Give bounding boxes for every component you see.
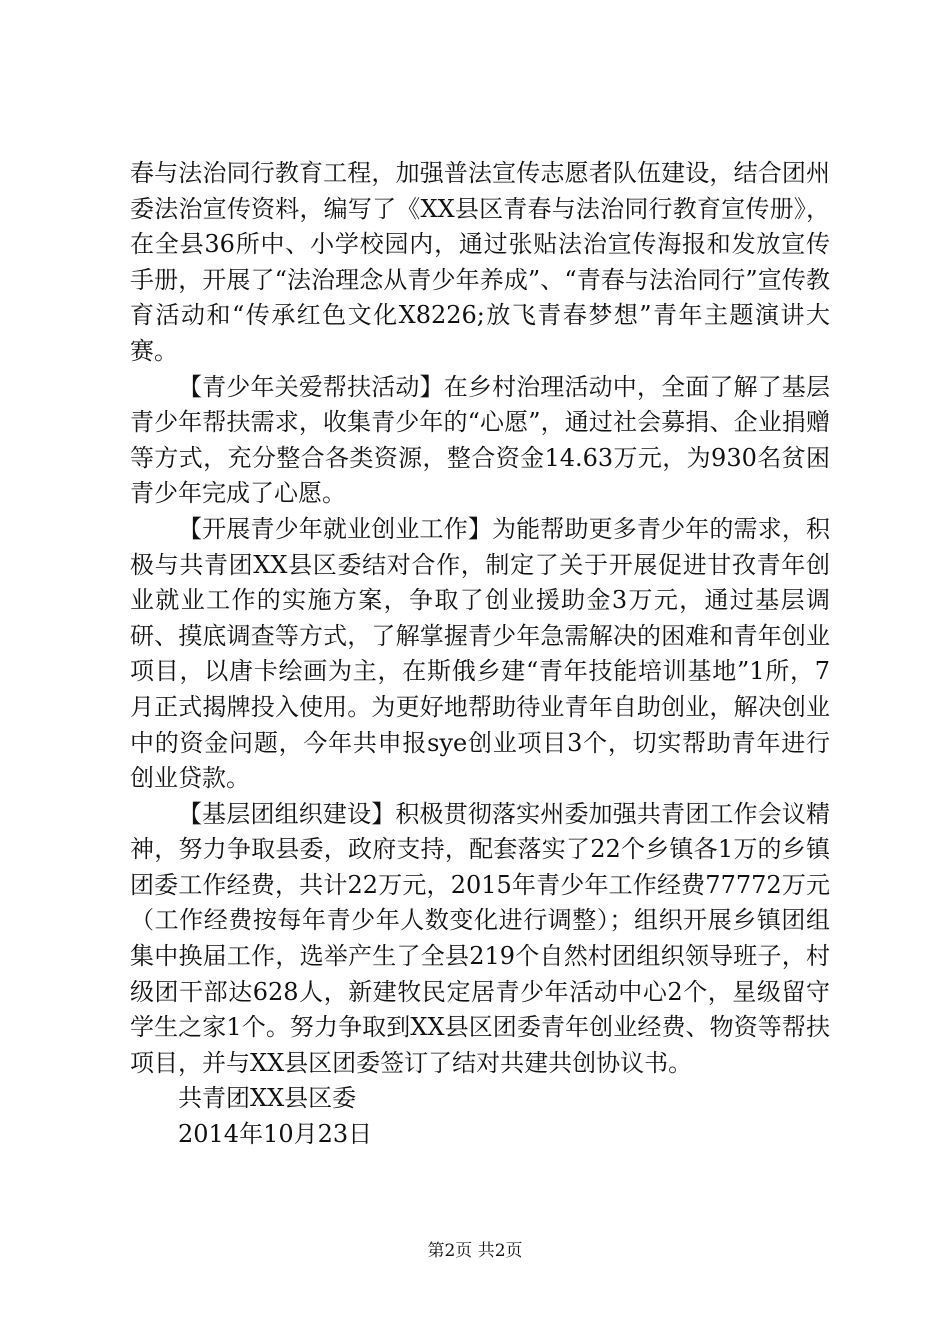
page-footer: 第2页 共2页 <box>427 1241 523 1261</box>
paragraph-grassroots-organization: 【基层团组织建设】积极贯彻落实州委加强共青团工作会议精神，努力争取县委，政府支持，配套落实了22个乡镇各1万的乡镇团委工作经费，共计22万元，2015年青少年工作经费77772万元（工作经费按每年青少年人数变化进行调整）；组织开展乡镇团组集中换届工作，选举产生了全县219个自然村团组织领导班子，村级团干部达628人，新建牧民定居青少年活动中心2个，星级留守学生之家1个。努力争取到XX县区团委青年创业经费、物资等帮扶项目，并与XX县区团委签订了结对共建共创协议书。 <box>130 799 830 1077</box>
paragraph-youth-employment: 【开展青少年就业创业工作】为能帮助更多青少年的需求，积极与共青团XX县区委结对合作，制定了关于开展促进甘孜青年创业就业工作的实施方案，争取了创业援助金3万元，通过基层调研、摸底调查等方式，了解掌握青少年急需解决的困难和青年创业项目，以唐卡绘画为主，在斯俄乡建“青年技能培训基地”1所，7月正式揭牌投入使用。为更好地帮助待业青年自助创业，解决创业中的资金问题，今年共申报sye创业项目3个，切实帮助青年进行创业贷款。 <box>130 514 830 793</box>
document-body <box>130 156 830 1153</box>
signature-organization: 共青团XX县区委 <box>178 1084 357 1113</box>
signature-date: 2014年10月23日 <box>178 1120 373 1149</box>
paragraph-youth-care: 【青少年关爱帮扶活动】在乡村治理活动中，全面了解了基层青少年帮扶需求，收集青少年的“心愿”，通过社会募捐、企业捐赠等方式，充分整合各类资源，整合资金14.63万元，为930名贫困青少年完成了心愿。 <box>130 372 830 508</box>
paragraph-legal-education: 春与法治同行教育工程，加强普法宣传志愿者队伍建设，结合团州委法治宣传资料，编写了《XX县区青春与法治同行教育宣传册》，在全县36所中、小学校园内，通过张贴法治宣传海报和发放宣传手册，开展了“法治理念从青少年养成”、“青春与法治同行”宣传教育活动和“传承红色文化X8226;放飞青春梦想”青年主题演讲大赛。 <box>130 159 830 365</box>
